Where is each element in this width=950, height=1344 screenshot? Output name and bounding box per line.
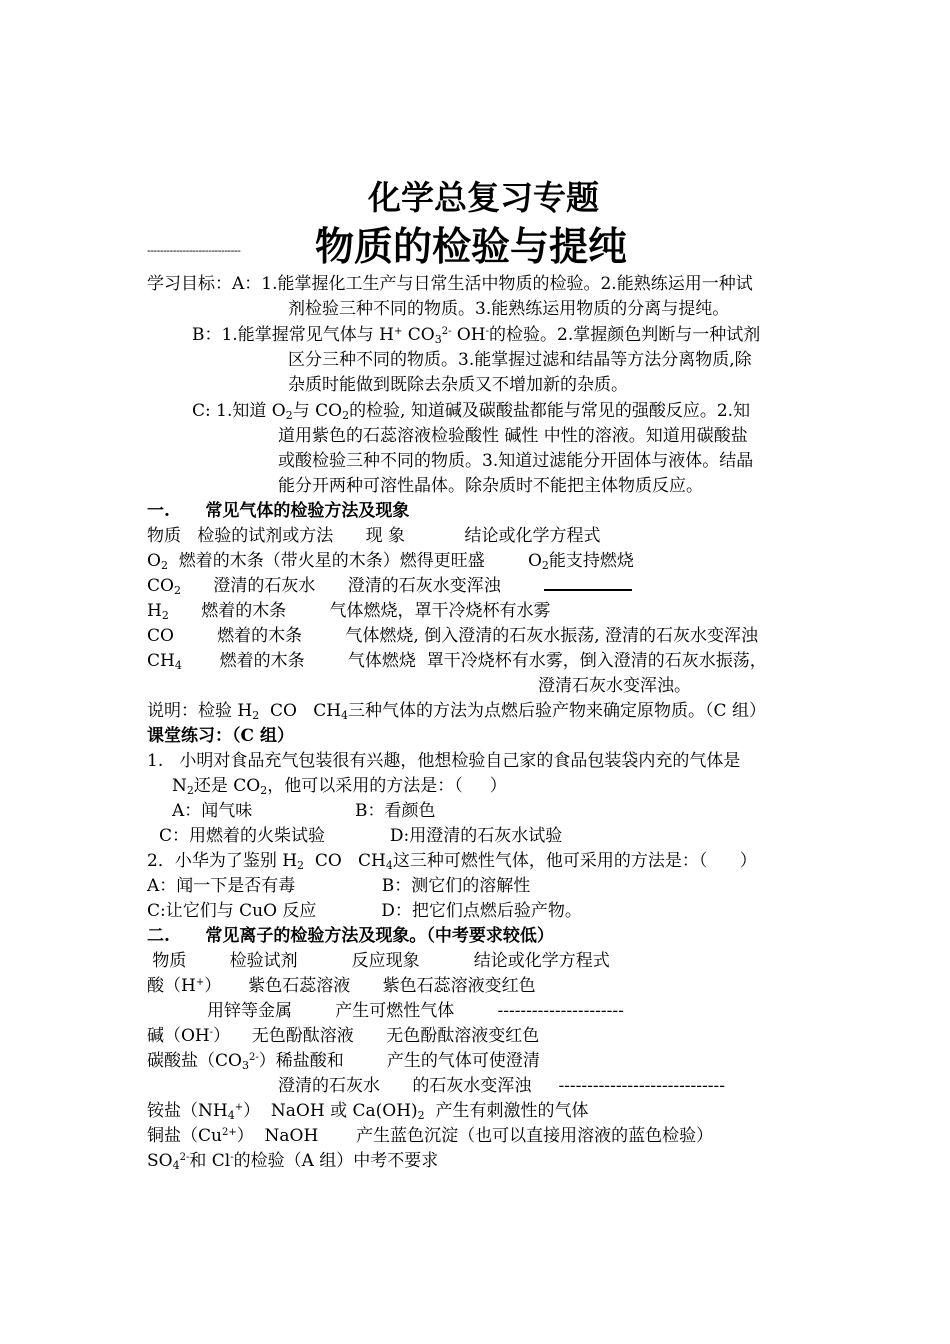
goal-a-line-1: 学习目标：A：1.能掌握化工生产与日常生活中物质的检验。2.能熟练运用一种试: [147, 274, 753, 294]
question-2-options-cd: C:让它们与 CuO 反应 D：把它们点燃后验产物。: [147, 901, 582, 921]
ion-row-ammonium: 铵盐$(NH_4^+)$ NaOH 或 $Ca(OH)_2$ 产生有刺激性的气体: [147, 1101, 589, 1122]
ion-row-base: 碱（OH-） 无色酚酞溶液 无色酚酞溶液变红色: [147, 1026, 540, 1046]
goal-c-line-2: 道用紫色的石蕊溶液检验酸性 碱性 中性的溶液。知道用碳酸盐: [278, 426, 748, 446]
question-1-options-cd: C：用燃着的火柴试验 D:用澄清的石灰水试验: [159, 826, 563, 846]
title-line-1: 化学总复习专题: [368, 178, 599, 217]
goal-a-line-2: 剂检验三种不同的物质。3.能熟练运用物质的分离与提纯。: [288, 299, 730, 319]
goal-c-line-1: C: 1.知道 $O_2$与 $CO_2$的检验, 知道碱及碳酸盐都能与常见的强酸反应。2.知: [192, 401, 751, 422]
gas-row-ch4: $CH_4$ 燃着的木条 气体燃烧 罩干冷烧杯有水雾，倒入澄清的石灰水振荡，: [147, 651, 767, 672]
gas-row-co2: $CO_2$ 澄清的石灰水 澄清的石灰水变浑浊: [147, 574, 632, 598]
ion-row-carbonate-2: 澄清的石灰水 的石灰水变浑浊 -----------------------------: [278, 1076, 726, 1096]
section-2-heading: 二. 常见离子的检验方法及现象。（中考要求较低）: [147, 926, 554, 946]
goal-c-line-3: 或酸检验三种不同的物质。3.知道过滤能分开固体与液体。结晶: [278, 451, 754, 471]
ion-row-acid: 酸（H+） 紫色石蕊溶液 紫色石蕊溶液变红色: [147, 976, 536, 996]
gas-note: 说明：检验 $H_2$ CO $CH_4$三种气体的方法为点燃后验产物来确定原物质。（C 组）: [147, 701, 766, 722]
goal-b-line-2: 区分三种不同的物质。3.能掌握过滤和结晶等方法分离物质,除: [288, 350, 752, 370]
question-1-options-ab: A：闻气味 B：看颜色: [172, 801, 436, 821]
section-1-heading: 一. 常见气体的检验方法及现象: [147, 501, 410, 521]
ion-row-carbonate: 碳酸盐$(CO_3^{2-})$稀盐酸和 产生的气体可使澄清: [147, 1051, 540, 1072]
ion-table-header: 物质 检验试剂 反应现象 结论或化学方程式: [147, 951, 610, 971]
question-1-line-2: $N_2$还是 $CO_2$，他可以采用的方法是：（ ）: [172, 776, 507, 797]
title-line-2: 物质的检验与提纯: [315, 225, 628, 270]
practice-heading: 课堂练习：（C 组）: [147, 726, 294, 746]
question-1-line-1: 1. 小明对食品充气包装很有兴趣，他想检验自己家的食品包装袋内充的气体是: [147, 751, 741, 771]
gas-row-ch4-cont: 澄清石灰水变浑浊。: [538, 676, 691, 696]
ion-row-copper: 铜盐$(Cu^{2+})$ NaOH 产生蓝色沉淀（也可以直接用溶液的蓝色检验）: [147, 1126, 714, 1146]
gas-table-header: 物质 检验的试剂或方法 现 象 结论或化学方程式: [147, 526, 601, 546]
ion-row-acid-2: 用锌等金属 产生可燃性气体 ----------------------: [207, 1001, 624, 1021]
goal-c-line-4: 能分开两种可溶性晶体。除杂质时不能把主体物质反应。: [278, 476, 703, 496]
title-dash-line: -----------------------------: [147, 244, 241, 257]
question-2-options-ab: A：闻一下是否有毒 B：测它们的溶解性: [147, 876, 531, 896]
gas-row-h2: $H_2$ 燃着的木条 气体燃烧，罩干冷烧杯有水雾: [147, 601, 551, 622]
gas-row-o2: $O_2$ 燃着的木条（带火星的木条）燃得更旺盛 $O_2$能支持燃烧: [147, 551, 634, 572]
answer-blank: [544, 575, 632, 591]
gas-row-co: CO 燃着的木条 气体燃烧, 倒入澄清的石灰水振荡, 澄清的石灰水变浑浊: [147, 626, 759, 646]
ion-row-sulfate-chloride: $SO_4^{2-}$和 Cl-的检验（A 组）中考不要求: [147, 1151, 439, 1172]
goal-b-line-1: B：1.能掌握常见气体与 H+ $CO_3^{2-}$ OH-的检验。2.掌握颜色判断与一种试剂: [192, 325, 761, 346]
goal-b-line-3: 杂质时能做到既除去杂质又不增加新的杂质。: [288, 375, 628, 395]
question-2-line-1: 2．小华为了鉴别 $H_2$ CO $CH_4$这三种可燃性气体，他可采用的方法是：（ ）: [147, 851, 757, 872]
